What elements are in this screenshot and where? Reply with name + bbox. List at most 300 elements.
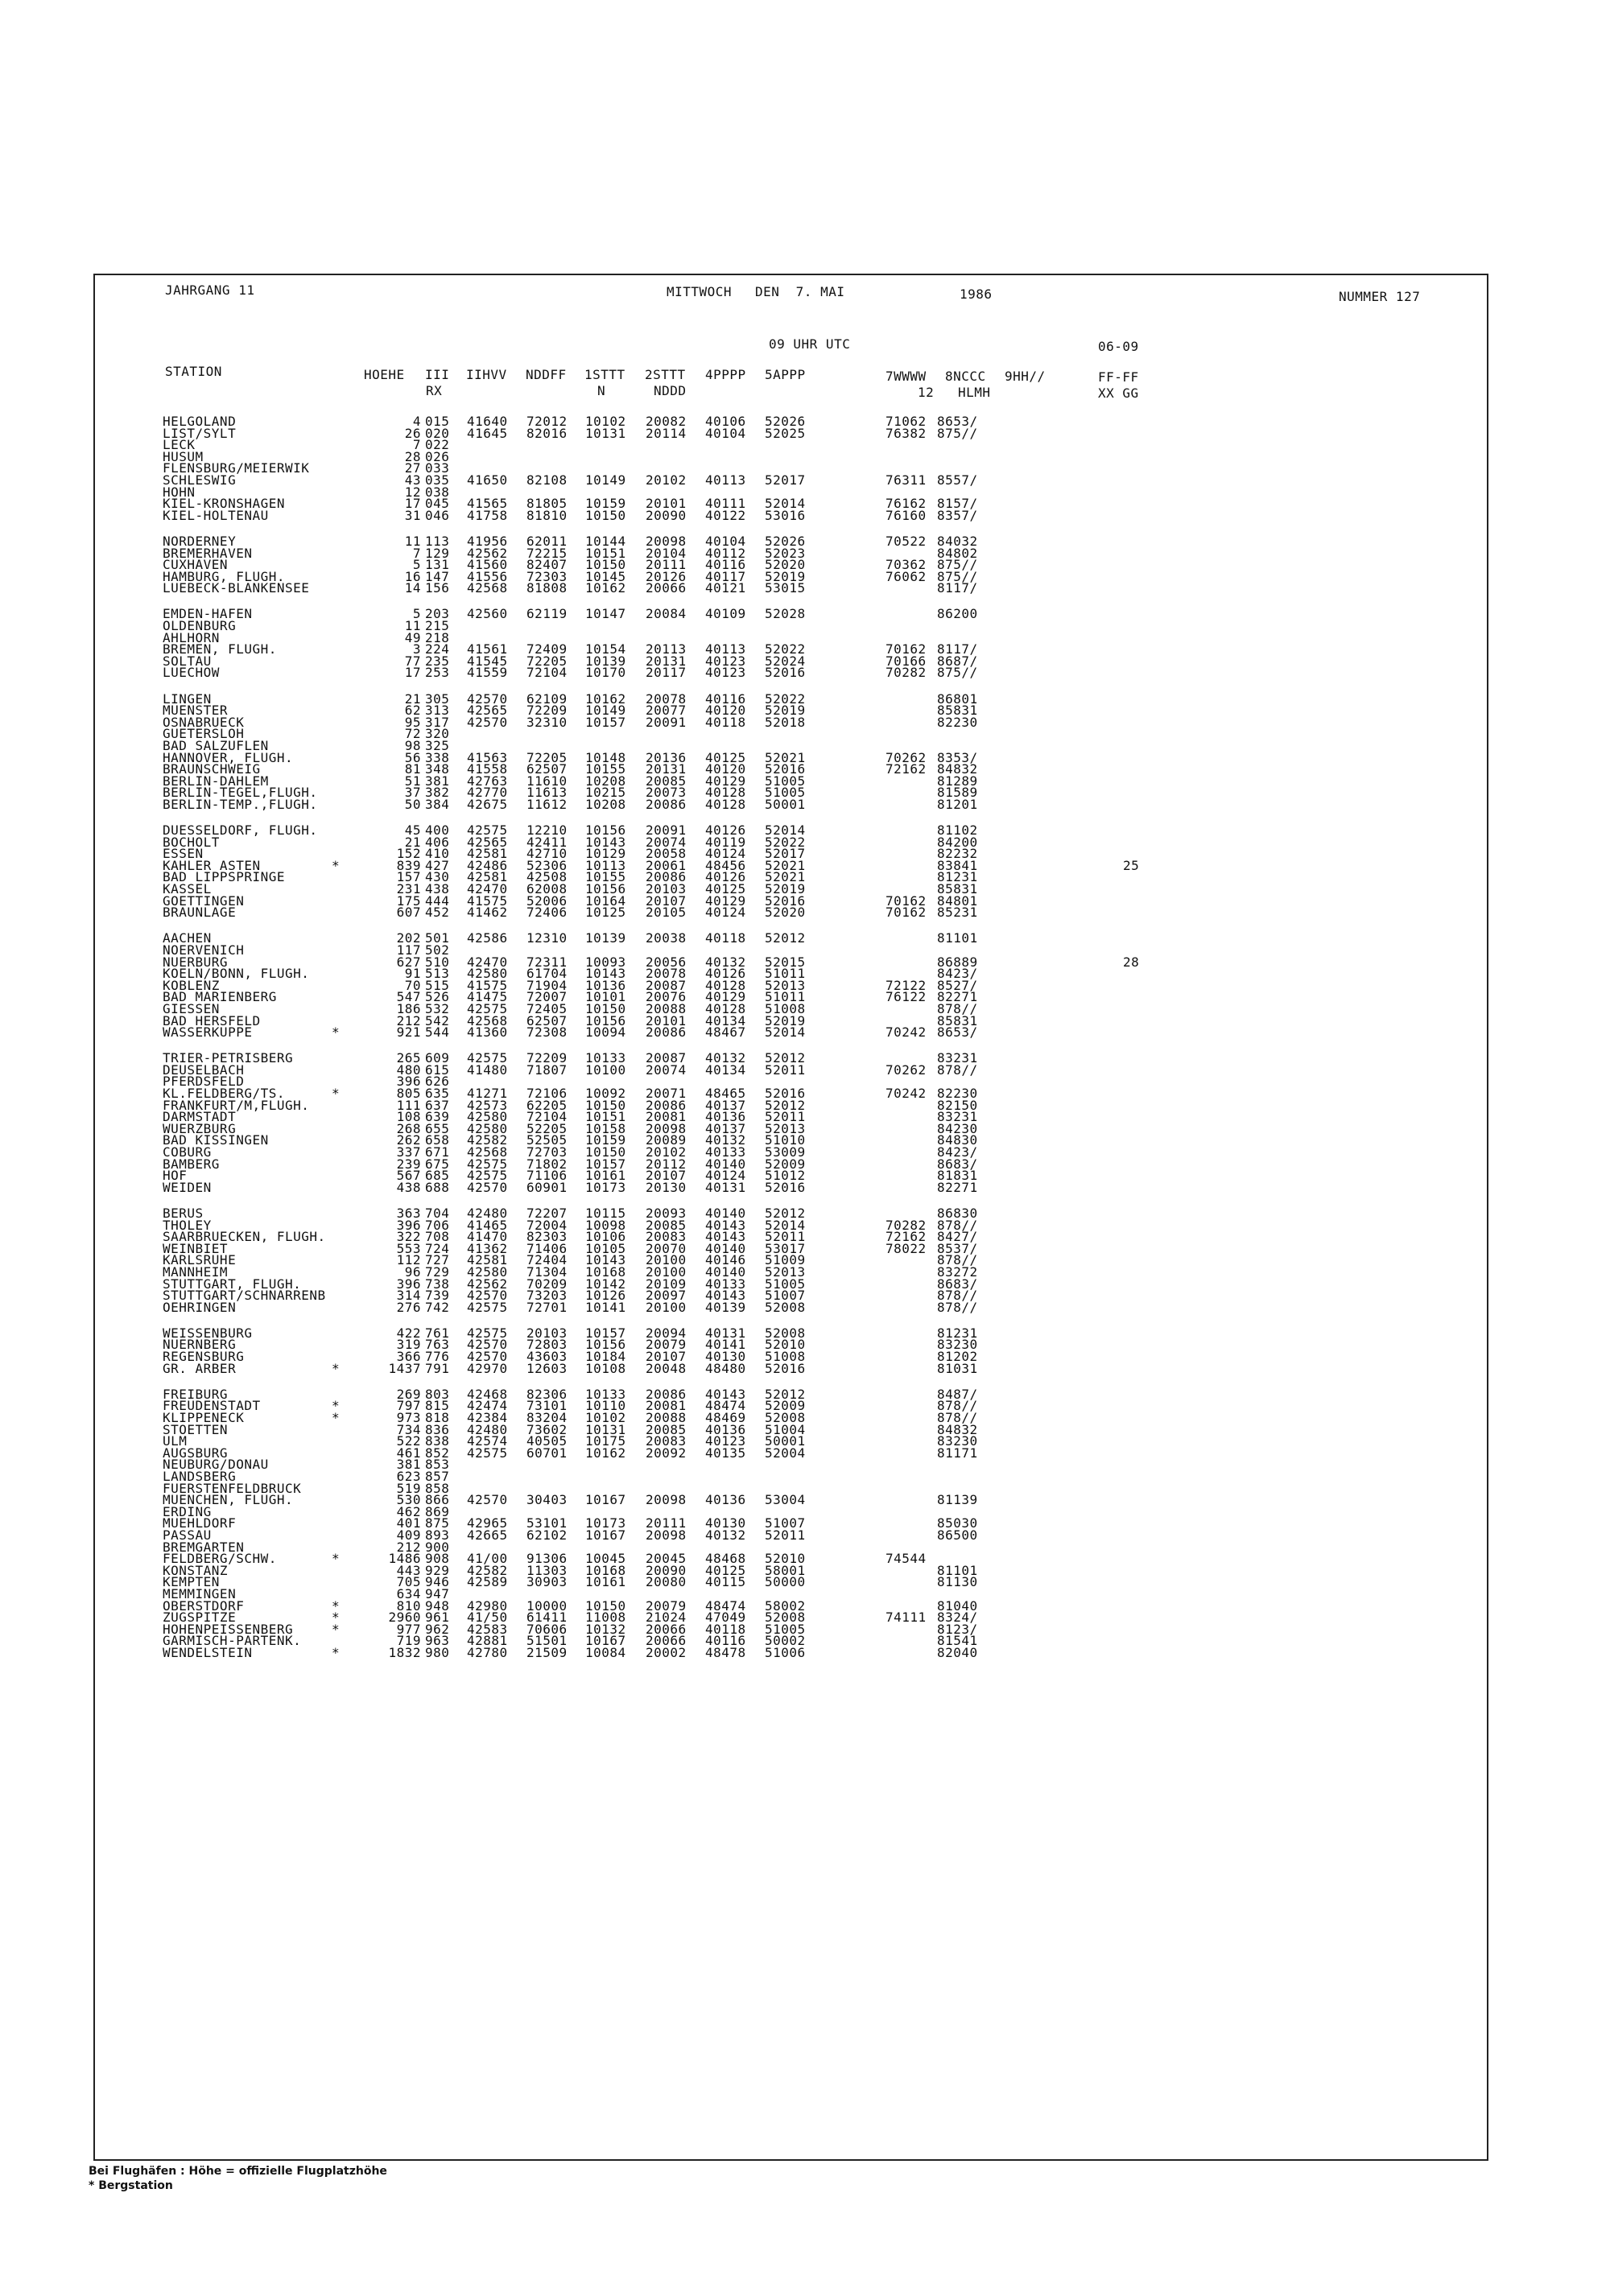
station-index: 038 (425, 484, 450, 500)
col-5appp: 5APPP (765, 367, 806, 382)
pppp4: 40131 (705, 1325, 746, 1341)
station-index: 325 (425, 737, 450, 753)
sttt2: 20080 (646, 1574, 687, 1590)
station-height: 77 (404, 653, 421, 669)
iihvv: 42580 (467, 1109, 508, 1125)
col-ffff: FF-FF (1098, 369, 1139, 385)
appp5: 52008 (765, 1610, 806, 1626)
iihvv: 42575 (467, 1000, 508, 1016)
time-label: 09 UHR UTC (769, 336, 851, 352)
sttt1: 10156 (585, 1012, 626, 1028)
station-index: 515 (425, 977, 450, 993)
nddff: 60901 (526, 1179, 568, 1195)
station-name: BREMGARTEN (163, 1539, 245, 1555)
sttt2: 20087 (646, 977, 687, 993)
nccc8: 81139 (937, 1492, 978, 1508)
station-height: 212 (396, 1539, 421, 1555)
station-name: STUTTGART/SCHNARRENB (163, 1288, 326, 1304)
wwww7: 70162 (886, 905, 927, 921)
sttt1: 10131 (585, 425, 626, 441)
nccc8: 82230 (937, 714, 978, 730)
appp5: 52016 (765, 1086, 806, 1101)
nddff: 72106 (526, 1086, 568, 1101)
wwww7: 76122 (886, 989, 927, 1005)
sttt1: 10148 (585, 749, 626, 765)
pppp4: 40121 (705, 580, 746, 596)
nccc8: 878// (937, 1000, 978, 1016)
sttt1: 10084 (585, 1644, 626, 1660)
station-name: WENDELSTEIN (163, 1644, 253, 1660)
sttt2: 20087 (646, 1050, 687, 1066)
station-index: 317 (425, 714, 450, 730)
station-name: BERUS (163, 1205, 204, 1221)
station-index: 803 (425, 1386, 450, 1402)
pppp4: 40125 (705, 749, 746, 765)
sttt1: 10162 (585, 580, 626, 596)
appp5: 52008 (765, 1325, 806, 1341)
sttt2: 20098 (646, 1492, 687, 1508)
station-index: 305 (425, 690, 450, 707)
station-height: 7 (412, 437, 421, 453)
station-name: KOBLENZ (163, 977, 220, 993)
iihvv: 42763 (467, 773, 508, 789)
nddff: 12310 (526, 930, 568, 946)
sttt2: 20100 (646, 1299, 687, 1315)
table-row (0, 905, 1449, 921)
sttt2: 20097 (646, 1288, 687, 1304)
col-hoehe: HOEHE (364, 367, 405, 382)
sttt1: 10093 (585, 954, 626, 970)
nccc8: 84802 (937, 545, 978, 561)
appp5: 52016 (765, 892, 806, 909)
sttt2: 20056 (646, 954, 687, 970)
station-height: 530 (396, 1492, 421, 1508)
station-index: 961 (425, 1610, 450, 1626)
appp5: 52022 (765, 834, 806, 850)
nddff: 72104 (526, 1109, 568, 1125)
station-index: 400 (425, 822, 450, 838)
station-height: 81 (404, 761, 421, 777)
nccc8: 81831 (937, 1168, 978, 1184)
station-height: 21 (404, 690, 421, 707)
pppp4: 40143 (705, 1229, 746, 1245)
iihvv: 42575 (467, 1156, 508, 1172)
station-name: HAMBURG, FLUGH. (163, 568, 285, 584)
nddff: 81810 (526, 507, 568, 523)
nddff: 72303 (526, 568, 568, 584)
station-index: 235 (425, 653, 450, 669)
nccc8: 8527/ (937, 977, 978, 993)
station-name: GIESSEN (163, 1000, 220, 1016)
appp5: 53004 (765, 1492, 806, 1508)
appp5: 52011 (765, 1109, 806, 1125)
iihvv: 42589 (467, 1574, 508, 1590)
station-name: KOELN/BONN, FLUGH. (163, 966, 310, 982)
col-xxgg: XX GG (1098, 385, 1139, 401)
wwww7: 76160 (886, 507, 927, 523)
station-index: 544 (425, 1024, 450, 1041)
sttt1: 10164 (585, 892, 626, 909)
sttt1: 10131 (585, 1421, 626, 1437)
nddff: 32310 (526, 714, 568, 730)
iihvv: 42586 (467, 930, 508, 946)
station-name: BERLIN-DAHLEM (163, 773, 269, 789)
col-7wwww: 7WWWW (886, 369, 927, 384)
appp5: 52015 (765, 954, 806, 970)
station-height: 314 (396, 1288, 421, 1304)
station-index: 929 (425, 1562, 450, 1578)
nccc8: 86801 (937, 690, 978, 707)
station-name: ESSEN (163, 846, 204, 862)
pppp4: 40106 (705, 414, 746, 429)
nddff: 71904 (526, 977, 568, 993)
wwww7: 76062 (886, 568, 927, 584)
station-height: 269 (396, 1386, 421, 1402)
iihvv: 41462 (467, 905, 508, 921)
pppp4: 40123 (705, 653, 746, 669)
table-row (0, 1300, 1449, 1316)
nccc8: 878// (937, 1252, 978, 1268)
appp5: 52012 (765, 930, 806, 946)
station-index: 615 (425, 1061, 450, 1078)
nddff: 72701 (526, 1299, 568, 1315)
station-name: KASSEL (163, 881, 212, 897)
station-height: 797 (396, 1398, 421, 1414)
sttt1: 10159 (585, 496, 626, 512)
pppp4: 40139 (705, 1299, 746, 1315)
station-name: STUTTGART, FLUGH. (163, 1276, 302, 1292)
station-index: 729 (425, 1263, 450, 1280)
station-name: BAD SALZUFLEN (163, 737, 269, 753)
sttt2: 20107 (646, 892, 687, 909)
station-height: 522 (396, 1433, 421, 1449)
station-index: 510 (425, 954, 450, 970)
pppp4: 40113 (705, 641, 746, 657)
station-name: KIEL-HOLTENAU (163, 507, 269, 523)
nddff: 52006 (526, 892, 568, 909)
nddff: 11610 (526, 773, 568, 789)
wwww7: 74111 (886, 1610, 927, 1626)
nccc8: 8557/ (937, 472, 978, 488)
day-label: MITTWOCH (667, 284, 733, 299)
appp5: 53015 (765, 580, 806, 596)
station-height: 262 (396, 1132, 421, 1148)
sttt1: 10161 (585, 1574, 626, 1590)
sttt2: 20111 (646, 1515, 687, 1531)
station-height: 396 (396, 1276, 421, 1292)
iihvv: 42470 (467, 954, 508, 970)
sttt1: 10175 (585, 1433, 626, 1449)
station-name: HELGOLAND (163, 414, 237, 429)
sttt1: 10159 (585, 1132, 626, 1148)
pppp4: 40140 (705, 1263, 746, 1280)
pppp4: 48480 (705, 1360, 746, 1376)
sttt2: 20084 (646, 606, 687, 622)
station-index: 320 (425, 726, 450, 742)
sttt1: 10167 (585, 1527, 626, 1543)
sttt2: 20113 (646, 641, 687, 657)
iihvv: 41565 (467, 496, 508, 512)
station-index: 963 (425, 1633, 450, 1649)
iihvv: 42568 (467, 580, 508, 596)
nddff: 72311 (526, 954, 568, 970)
sttt2: 20070 (646, 1240, 687, 1256)
station-height: 401 (396, 1515, 421, 1531)
nccc8: 81541 (937, 1633, 978, 1649)
nddff: 72308 (526, 1024, 568, 1041)
station-name: HOHN (163, 484, 196, 500)
sttt1: 10156 (585, 881, 626, 897)
station-index: 727 (425, 1252, 450, 1268)
station-height: 212 (396, 1012, 421, 1028)
station-name: NOERVENICH (163, 942, 245, 958)
sttt2: 20077 (646, 703, 687, 719)
iihvv: 41758 (467, 507, 508, 523)
appp5: 52021 (765, 857, 806, 873)
appp5: 51005 (765, 773, 806, 789)
sttt2: 20091 (646, 714, 687, 730)
nddff: 72205 (526, 653, 568, 669)
sttt1: 10145 (585, 568, 626, 584)
station-index: 658 (425, 1132, 450, 1148)
sttt1: 10133 (585, 1050, 626, 1066)
sttt1: 10215 (585, 785, 626, 801)
station-height: 117 (396, 942, 421, 958)
nddff: 71406 (526, 1240, 568, 1256)
sttt2: 20079 (646, 1597, 687, 1614)
station-index: 609 (425, 1050, 450, 1066)
pppp4: 40133 (705, 1276, 746, 1292)
pppp4: 40126 (705, 869, 746, 885)
appp5: 53009 (765, 1144, 806, 1160)
station-name: AUGSBURG (163, 1445, 229, 1461)
appp5: 51008 (765, 1000, 806, 1016)
station-name: OBERSTDORF (163, 1597, 245, 1614)
pppp4: 40118 (705, 714, 746, 730)
station-height: 567 (396, 1168, 421, 1184)
pppp4: 47049 (705, 1610, 746, 1626)
appp5: 52016 (765, 1360, 806, 1376)
sttt2: 20100 (646, 1263, 687, 1280)
iihvv: 42570 (467, 690, 508, 707)
station-index: 203 (425, 606, 450, 622)
pppp4: 40120 (705, 761, 746, 777)
sttt2: 20078 (646, 690, 687, 707)
nddff: 20103 (526, 1325, 568, 1341)
pppp4: 40109 (705, 606, 746, 622)
pppp4: 40136 (705, 1109, 746, 1125)
pppp4: 48478 (705, 1644, 746, 1660)
wwww7: 70242 (886, 1024, 927, 1041)
footnote-airport: Bei Flughäfen : Höhe = offizielle Flugplatzhöhe (89, 2165, 387, 2178)
nccc8: 81101 (937, 930, 978, 946)
station-index: 675 (425, 1156, 450, 1172)
station-height: 462 (396, 1503, 421, 1519)
nddff: 51501 (526, 1633, 568, 1649)
station-height: 422 (396, 1325, 421, 1341)
appp5: 50001 (765, 1433, 806, 1449)
station-name: OLDENBURG (163, 618, 237, 633)
station-name: STOETTEN (163, 1421, 229, 1437)
appp5: 52022 (765, 690, 806, 707)
station-index: 156 (425, 580, 450, 596)
station-height: 186 (396, 1000, 421, 1016)
station-height: 108 (396, 1109, 421, 1125)
table-row (0, 580, 1449, 596)
station-height: 51 (404, 773, 421, 789)
nddff: 82306 (526, 1386, 568, 1402)
appp5: 52026 (765, 414, 806, 429)
pppp4: 40134 (705, 1012, 746, 1028)
sttt2: 20085 (646, 773, 687, 789)
station-height: 2960 (388, 1610, 421, 1626)
nccc8: 8123/ (937, 1621, 978, 1637)
station-index: 513 (425, 966, 450, 982)
nddff: 12603 (526, 1360, 568, 1376)
pppp4: 40132 (705, 1527, 746, 1543)
station-index: 026 (425, 448, 450, 464)
nccc8: 86200 (937, 606, 978, 622)
station-name: NUERNBERG (163, 1337, 237, 1353)
sttt2: 20045 (646, 1551, 687, 1567)
appp5: 51005 (765, 785, 806, 801)
pppp4: 40123 (705, 665, 746, 681)
nddff: 30403 (526, 1492, 568, 1508)
sttt2: 20111 (646, 557, 687, 573)
station-name: FREIBURG (163, 1386, 229, 1402)
sttt2: 20058 (646, 846, 687, 862)
pppp4: 40132 (705, 1132, 746, 1148)
appp5: 51007 (765, 1515, 806, 1531)
nccc8: 82271 (937, 989, 978, 1005)
appp5: 52026 (765, 533, 806, 549)
pppp4: 40122 (705, 507, 746, 523)
sttt1: 10141 (585, 1299, 626, 1315)
nddff: 83204 (526, 1409, 568, 1425)
col-station: STATION (165, 364, 222, 379)
station-index: 818 (425, 1409, 450, 1425)
station-height: 409 (396, 1527, 421, 1543)
station-name: KAHLER ASTEN (163, 857, 261, 873)
sttt1: 10136 (585, 977, 626, 993)
table-row (0, 508, 1449, 524)
sttt1: 10151 (585, 545, 626, 561)
iihvv: 41480 (467, 1061, 508, 1078)
sttt2: 20104 (646, 545, 687, 561)
iihvv: 41956 (467, 533, 508, 549)
station-index: 900 (425, 1539, 450, 1555)
sttt2: 20089 (646, 1132, 687, 1148)
iihvv: 41575 (467, 892, 508, 909)
appp5: 52012 (765, 1205, 806, 1221)
station-height: 547 (396, 989, 421, 1005)
station-index: 761 (425, 1325, 450, 1341)
sttt1: 10102 (585, 414, 626, 429)
station-name: BAD HERSFELD (163, 1012, 261, 1028)
period-label: 06-09 (1098, 339, 1139, 354)
wwww7: 71062 (886, 414, 927, 429)
nccc8: 8357/ (937, 507, 978, 523)
station-name: WEINBIET (163, 1240, 229, 1256)
wwww7: 70166 (886, 653, 927, 669)
station-height: 26 (404, 425, 421, 441)
table-row (0, 665, 1449, 681)
station-index: 502 (425, 942, 450, 958)
sttt1: 10158 (585, 1120, 626, 1136)
pppp4: 48468 (705, 1551, 746, 1567)
station-height: 17 (404, 496, 421, 512)
nddff: 62011 (526, 533, 568, 549)
appp5: 52004 (765, 1445, 806, 1461)
sttt2: 20107 (646, 1349, 687, 1364)
nddff: 11303 (526, 1562, 568, 1578)
station-index: 852 (425, 1445, 450, 1461)
iihvv: 41640 (467, 414, 508, 429)
station-index: 020 (425, 425, 450, 441)
sttt1: 10168 (585, 1562, 626, 1578)
iihvv: 42575 (467, 1325, 508, 1341)
station-height: 202 (396, 930, 421, 946)
pppp4: 48474 (705, 1398, 746, 1414)
sttt2: 20088 (646, 1409, 687, 1425)
iihvv: 41475 (467, 989, 508, 1005)
station-index: 908 (425, 1551, 450, 1567)
sttt2: 20086 (646, 1024, 687, 1041)
sttt2: 20098 (646, 1527, 687, 1543)
pppp4: 40129 (705, 892, 746, 909)
nddff: 72405 (526, 1000, 568, 1016)
station-name: ULM (163, 1433, 188, 1449)
station-index: 313 (425, 703, 450, 719)
station-index: 724 (425, 1240, 450, 1256)
station-height: 56 (404, 749, 421, 765)
station-height: 14 (404, 580, 421, 596)
nccc8: 875// (937, 568, 978, 584)
nddff: 82016 (526, 425, 568, 441)
nddff: 72205 (526, 749, 568, 765)
sttt2: 20114 (646, 425, 687, 441)
pppp4: 40115 (705, 1574, 746, 1590)
sttt2: 20082 (646, 414, 687, 429)
sttt2: 20112 (646, 1156, 687, 1172)
station-name: HOF (163, 1168, 188, 1184)
station-height: 719 (396, 1633, 421, 1649)
nddff: 72404 (526, 1252, 568, 1268)
mountain-marker: * (332, 1409, 341, 1425)
iihvv: 42970 (467, 1360, 508, 1376)
iihvv: 42575 (467, 1445, 508, 1461)
nccc8: 878// (937, 1288, 978, 1304)
nccc8: 81589 (937, 785, 978, 801)
station-name: THOLEY (163, 1217, 212, 1233)
nccc8: 86500 (937, 1527, 978, 1543)
pppp4: 40128 (705, 796, 746, 812)
nccc8: 85831 (937, 1012, 978, 1028)
station-index: 452 (425, 905, 450, 921)
mountain-marker: * (332, 1551, 341, 1567)
wwww7: 78022 (886, 1240, 927, 1256)
wwww7: 76311 (886, 472, 927, 488)
nddff: 11612 (526, 796, 568, 812)
sttt1: 10167 (585, 1492, 626, 1508)
station-height: 553 (396, 1240, 421, 1256)
station-index: 406 (425, 834, 450, 850)
iihvv: 42770 (467, 785, 508, 801)
pppp4: 40124 (705, 1168, 746, 1184)
station-height: 1832 (388, 1644, 421, 1660)
jahrgang-label: JAHRGANG 11 (165, 282, 255, 298)
iihvv: 42560 (467, 606, 508, 622)
